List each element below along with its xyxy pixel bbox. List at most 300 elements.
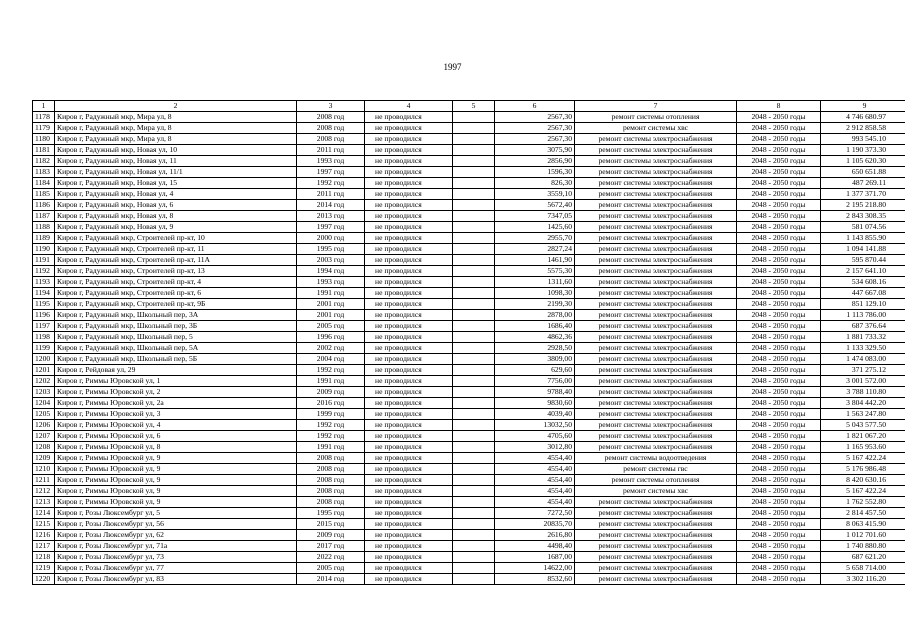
cell-build-year: 1992 год xyxy=(297,431,365,442)
cell-work-type: ремонт системы хвс xyxy=(575,123,737,134)
cell-col-5 xyxy=(453,486,495,497)
cell-work-type: ремонт системы электроснабжения xyxy=(575,134,737,145)
cell-build-year: 1994 год xyxy=(297,266,365,277)
cell-address: Киров г, Риммы Юровской ул, 9 xyxy=(55,486,297,497)
cell-area: 4554,40 xyxy=(495,486,575,497)
cell-build-year: 2008 год xyxy=(297,486,365,497)
cell-repair-period: 2048 - 2050 годы xyxy=(737,453,821,464)
cell-row-number: 1195 xyxy=(33,299,55,310)
cell-area: 2878,00 xyxy=(495,310,575,321)
cell-cost: 2 157 641.10 xyxy=(821,266,905,277)
cell-last-repair: не проводился xyxy=(365,420,453,431)
cell-col-5 xyxy=(453,255,495,266)
cell-last-repair: не проводился xyxy=(365,112,453,123)
cell-repair-period: 2048 - 2050 годы xyxy=(737,398,821,409)
cell-col-5 xyxy=(453,442,495,453)
cell-area: 1687,00 xyxy=(495,552,575,563)
table-row xyxy=(33,145,905,156)
table-body xyxy=(33,112,905,585)
cell-col-5 xyxy=(453,211,495,222)
cell-col-5 xyxy=(453,112,495,123)
cell-repair-period: 2048 - 2050 годы xyxy=(737,354,821,365)
cell-repair-period: 2048 - 2050 годы xyxy=(737,134,821,145)
cell-cost: 3 788 110.80 xyxy=(821,387,905,398)
table-row xyxy=(33,530,905,541)
cell-repair-period: 2048 - 2050 годы xyxy=(737,475,821,486)
cell-col-5 xyxy=(453,134,495,145)
cell-row-number: 1209 xyxy=(33,453,55,464)
cell-area: 7272,50 xyxy=(495,508,575,519)
column-header: 7 xyxy=(575,101,737,112)
cell-repair-period: 2048 - 2050 годы xyxy=(737,464,821,475)
cell-row-number: 1207 xyxy=(33,431,55,442)
cell-area: 4554,40 xyxy=(495,464,575,475)
cell-cost: 371 275.12 xyxy=(821,365,905,376)
table-row xyxy=(33,112,905,123)
cell-work-type: ремонт системы электроснабжения xyxy=(575,508,737,519)
table-row xyxy=(33,288,905,299)
cell-repair-period: 2048 - 2050 годы xyxy=(737,409,821,420)
cell-build-year: 2017 год xyxy=(297,541,365,552)
table-row xyxy=(33,134,905,145)
cell-row-number: 1208 xyxy=(33,442,55,453)
cell-work-type: ремонт системы электроснабжения xyxy=(575,156,737,167)
cell-last-repair: не проводился xyxy=(365,398,453,409)
cell-row-number: 1218 xyxy=(33,552,55,563)
cell-work-type: ремонт системы электроснабжения xyxy=(575,376,737,387)
cell-repair-period: 2048 - 2050 годы xyxy=(737,277,821,288)
cell-work-type: ремонт системы электроснабжения xyxy=(575,277,737,288)
table-row xyxy=(33,222,905,233)
cell-repair-period: 2048 - 2050 годы xyxy=(737,332,821,343)
cell-last-repair: не проводился xyxy=(365,189,453,200)
cell-col-5 xyxy=(453,167,495,178)
cell-col-5 xyxy=(453,464,495,475)
cell-cost: 2 814 457.50 xyxy=(821,508,905,519)
cell-last-repair: не проводился xyxy=(365,453,453,464)
cell-area: 4039,40 xyxy=(495,409,575,420)
cell-area: 4705,60 xyxy=(495,431,575,442)
cell-build-year: 2014 год xyxy=(297,200,365,211)
cell-work-type: ремонт системы электроснабжения xyxy=(575,530,737,541)
cell-address: Киров г, Розы Люксембург ул, 73 xyxy=(55,552,297,563)
cell-row-number: 1205 xyxy=(33,409,55,420)
cell-row-number: 1183 xyxy=(33,167,55,178)
cell-work-type: ремонт системы электроснабжения xyxy=(575,574,737,585)
cell-cost: 4 746 680.97 xyxy=(821,112,905,123)
header-row xyxy=(33,101,905,112)
cell-last-repair: не проводился xyxy=(365,563,453,574)
cell-cost: 5 167 422.24 xyxy=(821,453,905,464)
cell-build-year: 2009 год xyxy=(297,530,365,541)
cell-cost: 687 621.20 xyxy=(821,552,905,563)
cell-area: 826,30 xyxy=(495,178,575,189)
cell-address: Киров г, Радужный мкр, Мира ул, 8 xyxy=(55,134,297,145)
cell-repair-period: 2048 - 2050 годы xyxy=(737,387,821,398)
cell-build-year: 2008 год xyxy=(297,497,365,508)
cell-row-number: 1187 xyxy=(33,211,55,222)
cell-area: 3809,00 xyxy=(495,354,575,365)
cell-last-repair: не проводился xyxy=(365,365,453,376)
table-row xyxy=(33,343,905,354)
cell-area: 1461,90 xyxy=(495,255,575,266)
cell-row-number: 1189 xyxy=(33,233,55,244)
cell-address: Киров г, Радужный мкр, Строителей пр-кт, 13 xyxy=(55,266,297,277)
cell-col-5 xyxy=(453,530,495,541)
cell-area: 20835,70 xyxy=(495,519,575,530)
cell-work-type: ремонт системы электроснабжения xyxy=(575,266,737,277)
cell-cost: 5 167 422.24 xyxy=(821,486,905,497)
table-row xyxy=(33,552,905,563)
cell-work-type: ремонт системы электроснабжения xyxy=(575,244,737,255)
cell-last-repair: не проводился xyxy=(365,321,453,332)
cell-build-year: 1993 год xyxy=(297,156,365,167)
cell-last-repair: не проводился xyxy=(365,277,453,288)
column-header: 9 xyxy=(821,101,905,112)
table-row xyxy=(33,321,905,332)
table-row xyxy=(33,541,905,552)
table-row xyxy=(33,266,905,277)
cell-area: 2616,80 xyxy=(495,530,575,541)
cell-row-number: 1181 xyxy=(33,145,55,156)
cell-address: Киров г, Риммы Юровской ул, 6 xyxy=(55,431,297,442)
cell-repair-period: 2048 - 2050 годы xyxy=(737,508,821,519)
cell-build-year: 1992 год xyxy=(297,178,365,189)
cell-last-repair: не проводился xyxy=(365,233,453,244)
cell-work-type: ремонт системы электроснабжения xyxy=(575,431,737,442)
cell-work-type: ремонт системы электроснабжения xyxy=(575,420,737,431)
cell-row-number: 1202 xyxy=(33,376,55,387)
cell-build-year: 1995 год xyxy=(297,508,365,519)
cell-work-type: ремонт системы электроснабжения xyxy=(575,211,737,222)
cell-work-type: ремонт системы электроснабжения xyxy=(575,387,737,398)
cell-repair-period: 2048 - 2050 годы xyxy=(737,211,821,222)
cell-repair-period: 2048 - 2050 годы xyxy=(737,442,821,453)
cell-col-5 xyxy=(453,189,495,200)
cell-address: Киров г, Риммы Юровской ул, 2а xyxy=(55,398,297,409)
cell-address: Киров г, Риммы Юровской ул, 4 xyxy=(55,420,297,431)
cell-area: 4498,40 xyxy=(495,541,575,552)
cell-build-year: 2013 год xyxy=(297,211,365,222)
table-row xyxy=(33,167,905,178)
cell-area: 14622,00 xyxy=(495,563,575,574)
cell-build-year: 2016 год xyxy=(297,398,365,409)
cell-work-type: ремонт системы электроснабжения xyxy=(575,321,737,332)
cell-cost: 3 302 116.20 xyxy=(821,574,905,585)
cell-area: 7756,00 xyxy=(495,376,575,387)
cell-work-type: ремонт системы электроснабжения xyxy=(575,398,737,409)
cell-repair-period: 2048 - 2050 годы xyxy=(737,233,821,244)
cell-cost: 687 376.64 xyxy=(821,321,905,332)
page-number: 1997 xyxy=(443,62,462,72)
cell-address: Киров г, Радужный мкр, Новая ул, 15 xyxy=(55,178,297,189)
cell-last-repair: не проводился xyxy=(365,442,453,453)
cell-address: Киров г, Риммы Юровской ул, 9 xyxy=(55,464,297,475)
cell-last-repair: не проводился xyxy=(365,387,453,398)
cell-work-type: ремонт системы электроснабжения xyxy=(575,255,737,266)
cell-build-year: 2005 год xyxy=(297,563,365,574)
cell-address: Киров г, Риммы Юровской ул, 1 xyxy=(55,376,297,387)
table-row xyxy=(33,475,905,486)
cell-address: Киров г, Риммы Юровской ул, 3 xyxy=(55,409,297,420)
cell-col-5 xyxy=(453,409,495,420)
cell-cost: 5 658 714.00 xyxy=(821,563,905,574)
cell-col-5 xyxy=(453,387,495,398)
cell-row-number: 1213 xyxy=(33,497,55,508)
table-row xyxy=(33,574,905,585)
cell-cost: 1 377 371.70 xyxy=(821,189,905,200)
cell-build-year: 2014 год xyxy=(297,574,365,585)
cell-address: Киров г, Радужный мкр, Новая ул, 8 xyxy=(55,211,297,222)
cell-address: Киров г, Радужный мкр, Новая ул, 11/1 xyxy=(55,167,297,178)
cell-build-year: 2022 год xyxy=(297,552,365,563)
cell-row-number: 1204 xyxy=(33,398,55,409)
cell-address: Киров г, Радужный мкр, Мира ул, 8 xyxy=(55,112,297,123)
cell-area: 4862,36 xyxy=(495,332,575,343)
cell-cost: 1 563 247.80 xyxy=(821,409,905,420)
column-header: 5 xyxy=(453,101,495,112)
cell-cost: 650 651.88 xyxy=(821,167,905,178)
cell-work-type: ремонт системы электроснабжения xyxy=(575,563,737,574)
cell-last-repair: не проводился xyxy=(365,574,453,585)
cell-last-repair: не проводился xyxy=(365,552,453,563)
cell-address: Киров г, Рейдовая ул, 29 xyxy=(55,365,297,376)
cell-work-type: ремонт системы электроснабжения xyxy=(575,332,737,343)
cell-last-repair: не проводился xyxy=(365,178,453,189)
cell-cost: 595 870.44 xyxy=(821,255,905,266)
cell-col-5 xyxy=(453,508,495,519)
cell-row-number: 1182 xyxy=(33,156,55,167)
table-row xyxy=(33,156,905,167)
table-row xyxy=(33,299,905,310)
table-row xyxy=(33,376,905,387)
cell-col-5 xyxy=(453,145,495,156)
cell-last-repair: не проводился xyxy=(365,211,453,222)
cell-area: 4554,40 xyxy=(495,453,575,464)
cell-work-type: ремонт системы гвс xyxy=(575,464,737,475)
cell-row-number: 1201 xyxy=(33,365,55,376)
cell-repair-period: 2048 - 2050 годы xyxy=(737,431,821,442)
cell-row-number: 1180 xyxy=(33,134,55,145)
cell-area: 2856,90 xyxy=(495,156,575,167)
cell-row-number: 1185 xyxy=(33,189,55,200)
table-row xyxy=(33,453,905,464)
cell-address: Киров г, Радужный мкр, Школьный пер, 5 xyxy=(55,332,297,343)
cell-col-5 xyxy=(453,200,495,211)
cell-address: Киров г, Радужный мкр, Строителей пр-кт, 11А xyxy=(55,255,297,266)
table-row xyxy=(33,464,905,475)
cell-last-repair: не проводился xyxy=(365,299,453,310)
cell-build-year: 2000 год xyxy=(297,233,365,244)
cell-cost: 3 804 442.20 xyxy=(821,398,905,409)
cell-address: Киров г, Радужный мкр, Школьный пер, 3А xyxy=(55,310,297,321)
cell-repair-period: 2048 - 2050 годы xyxy=(737,343,821,354)
cell-col-5 xyxy=(453,431,495,442)
cell-build-year: 2005 год xyxy=(297,321,365,332)
cell-row-number: 1190 xyxy=(33,244,55,255)
cell-row-number: 1199 xyxy=(33,343,55,354)
cell-cost: 534 608.16 xyxy=(821,277,905,288)
cell-row-number: 1178 xyxy=(33,112,55,123)
cell-work-type: ремонт системы электроснабжения xyxy=(575,541,737,552)
cell-build-year: 2008 год xyxy=(297,475,365,486)
cell-row-number: 1179 xyxy=(33,123,55,134)
cell-repair-period: 2048 - 2050 годы xyxy=(737,200,821,211)
cell-repair-period: 2048 - 2050 годы xyxy=(737,563,821,574)
table-row xyxy=(33,508,905,519)
cell-area: 2567,30 xyxy=(495,123,575,134)
cell-repair-period: 2048 - 2050 годы xyxy=(737,255,821,266)
cell-cost: 1 113 786.00 xyxy=(821,310,905,321)
cell-address: Киров г, Радужный мкр, Строителей пр-кт, 9Б xyxy=(55,299,297,310)
cell-last-repair: не проводился xyxy=(365,310,453,321)
cell-col-5 xyxy=(453,475,495,486)
cell-work-type: ремонт системы электроснабжения xyxy=(575,343,737,354)
cell-build-year: 2011 год xyxy=(297,145,365,156)
cell-build-year: 2008 год xyxy=(297,123,365,134)
cell-col-5 xyxy=(453,453,495,464)
column-header: 6 xyxy=(495,101,575,112)
cell-address: Киров г, Риммы Юровской ул, 9 xyxy=(55,475,297,486)
cell-work-type: ремонт системы электроснабжения xyxy=(575,145,737,156)
cell-build-year: 1991 год xyxy=(297,442,365,453)
cell-row-number: 1196 xyxy=(33,310,55,321)
cell-work-type: ремонт системы электроснабжения xyxy=(575,310,737,321)
cell-build-year: 2008 год xyxy=(297,464,365,475)
cell-repair-period: 2048 - 2050 годы xyxy=(737,145,821,156)
cell-build-year: 1992 год xyxy=(297,420,365,431)
cell-area: 3559,10 xyxy=(495,189,575,200)
cell-col-5 xyxy=(453,420,495,431)
cell-repair-period: 2048 - 2050 годы xyxy=(737,497,821,508)
cell-cost: 1 094 141.88 xyxy=(821,244,905,255)
cell-col-5 xyxy=(453,310,495,321)
cell-last-repair: не проводился xyxy=(365,266,453,277)
cell-repair-period: 2048 - 2050 годы xyxy=(737,541,821,552)
cell-address: Киров г, Риммы Юровской ул, 9 xyxy=(55,453,297,464)
cell-cost: 851 129.10 xyxy=(821,299,905,310)
table-row xyxy=(33,365,905,376)
cell-build-year: 2003 год xyxy=(297,255,365,266)
cell-area: 3012,80 xyxy=(495,442,575,453)
table-row xyxy=(33,431,905,442)
cell-col-5 xyxy=(453,156,495,167)
cell-area: 8532,60 xyxy=(495,574,575,585)
cell-build-year: 2001 год xyxy=(297,299,365,310)
cell-build-year: 2008 год xyxy=(297,112,365,123)
cell-address: Киров г, Радужный мкр, Строителей пр-кт, 4 xyxy=(55,277,297,288)
cell-area: 2928,50 xyxy=(495,343,575,354)
table-row xyxy=(33,332,905,343)
cell-address: Киров г, Радужный мкр, Строителей пр-кт, 11 xyxy=(55,244,297,255)
cell-col-5 xyxy=(453,178,495,189)
column-header: 2 xyxy=(55,101,297,112)
cell-repair-period: 2048 - 2050 годы xyxy=(737,552,821,563)
cell-repair-period: 2048 - 2050 годы xyxy=(737,486,821,497)
cell-col-5 xyxy=(453,288,495,299)
cell-col-5 xyxy=(453,299,495,310)
cell-row-number: 1206 xyxy=(33,420,55,431)
table-row xyxy=(33,189,905,200)
cell-col-5 xyxy=(453,244,495,255)
cell-repair-period: 2048 - 2050 годы xyxy=(737,244,821,255)
cell-last-repair: не проводился xyxy=(365,255,453,266)
cell-repair-period: 2048 - 2050 годы xyxy=(737,519,821,530)
cell-area: 2567,30 xyxy=(495,134,575,145)
cell-area: 5672,40 xyxy=(495,200,575,211)
table-row xyxy=(33,211,905,222)
cell-cost: 1 740 880.80 xyxy=(821,541,905,552)
cell-cost: 1 165 953.60 xyxy=(821,442,905,453)
table-row xyxy=(33,244,905,255)
cell-work-type: ремонт системы электроснабжения xyxy=(575,365,737,376)
cell-row-number: 1203 xyxy=(33,387,55,398)
cell-area: 629,60 xyxy=(495,365,575,376)
cell-cost: 2 195 218.80 xyxy=(821,200,905,211)
cell-col-5 xyxy=(453,332,495,343)
cell-cost: 8 420 630.16 xyxy=(821,475,905,486)
table-row xyxy=(33,354,905,365)
cell-repair-period: 2048 - 2050 годы xyxy=(737,178,821,189)
cell-row-number: 1191 xyxy=(33,255,55,266)
cell-area: 4554,40 xyxy=(495,497,575,508)
cell-build-year: 1991 год xyxy=(297,288,365,299)
cell-work-type: ремонт системы электроснабжения xyxy=(575,233,737,244)
cell-col-5 xyxy=(453,365,495,376)
cell-col-5 xyxy=(453,266,495,277)
cell-area: 2955,70 xyxy=(495,233,575,244)
cell-row-number: 1192 xyxy=(33,266,55,277)
cell-last-repair: не проводился xyxy=(365,409,453,420)
cell-area: 3075,90 xyxy=(495,145,575,156)
cell-cost: 3 001 572.00 xyxy=(821,376,905,387)
cell-work-type: ремонт системы отопления xyxy=(575,475,737,486)
cell-work-type: ремонт системы электроснабжения xyxy=(575,167,737,178)
cell-build-year: 2004 год xyxy=(297,354,365,365)
cell-last-repair: не проводился xyxy=(365,541,453,552)
cell-repair-period: 2048 - 2050 годы xyxy=(737,574,821,585)
cell-build-year: 2008 год xyxy=(297,453,365,464)
cell-address: Киров г, Радужный мкр, Мира ул, 8 xyxy=(55,123,297,134)
cell-work-type: ремонт системы электроснабжения xyxy=(575,519,737,530)
cell-work-type: ремонт системы электроснабжения xyxy=(575,189,737,200)
cell-work-type: ремонт системы электроснабжения xyxy=(575,354,737,365)
cell-area: 2827,24 xyxy=(495,244,575,255)
cell-build-year: 1997 год xyxy=(297,167,365,178)
cell-last-repair: не проводился xyxy=(365,167,453,178)
cell-area: 9830,60 xyxy=(495,398,575,409)
cell-address: Киров г, Розы Люксембург ул, 71а xyxy=(55,541,297,552)
cell-build-year: 1993 год xyxy=(297,277,365,288)
table-row xyxy=(33,398,905,409)
cell-work-type: ремонт системы хвс xyxy=(575,486,737,497)
cell-row-number: 1217 xyxy=(33,541,55,552)
table-row xyxy=(33,123,905,134)
cell-address: Киров г, Радужный мкр, Новая ул, 11 xyxy=(55,156,297,167)
table-row xyxy=(33,200,905,211)
cell-address: Киров г, Розы Люксембург ул, 77 xyxy=(55,563,297,574)
cell-build-year: 1992 год xyxy=(297,365,365,376)
cell-address: Киров г, Риммы Юровской ул, 8 xyxy=(55,442,297,453)
cell-cost: 1 821 067.20 xyxy=(821,431,905,442)
cell-work-type: ремонт системы водоотведения xyxy=(575,453,737,464)
cell-build-year: 2008 год xyxy=(297,134,365,145)
cell-col-5 xyxy=(453,123,495,134)
cell-row-number: 1216 xyxy=(33,530,55,541)
cell-col-5 xyxy=(453,354,495,365)
cell-build-year: 1997 год xyxy=(297,222,365,233)
cell-address: Киров г, Радужный мкр, Школьный пер, 5А xyxy=(55,343,297,354)
